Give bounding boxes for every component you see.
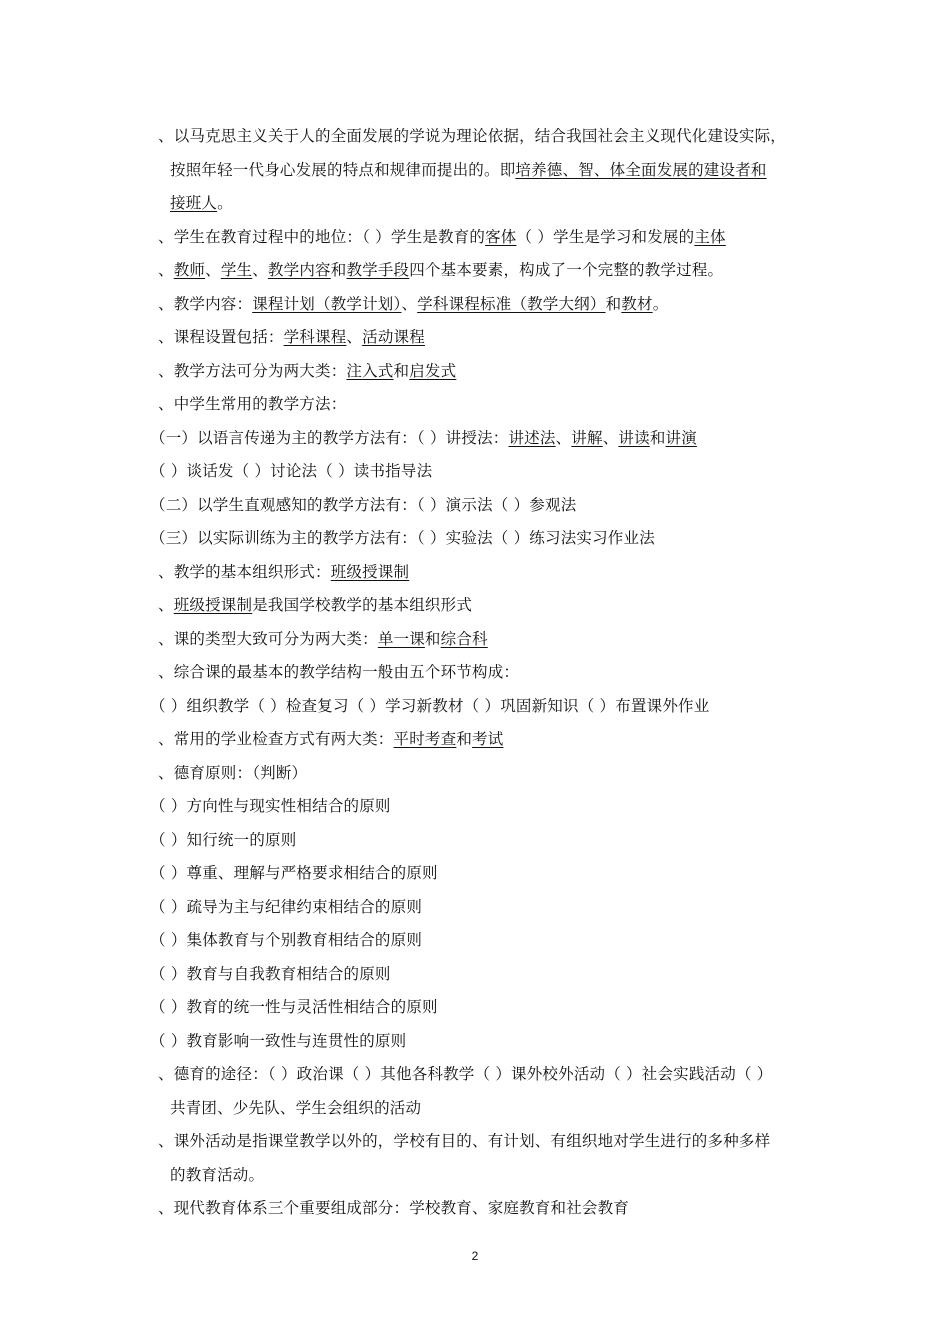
text-segment: 、 bbox=[555, 429, 572, 447]
text-line bbox=[170, 1097, 421, 1119]
underlined-answer: 教材 bbox=[621, 295, 653, 313]
text-line bbox=[150, 460, 432, 482]
underlined-answer: 综合科 bbox=[440, 630, 488, 648]
text-segment: 按照年轻一代身心发展的特点和规律而提出的。即 bbox=[170, 161, 516, 179]
underlined-answer: 课程计划（教学计划） bbox=[252, 295, 402, 313]
text-segment: 、中学生常用的教学方法： bbox=[158, 395, 347, 413]
underlined-answer: 启发式 bbox=[409, 362, 457, 380]
text-line bbox=[150, 427, 697, 449]
text-segment: 、学生在教育过程中的地位：（ ）学生是教育的 bbox=[158, 228, 486, 246]
text-segment: 、 bbox=[346, 328, 363, 346]
text-line bbox=[150, 996, 438, 1018]
text-segment: （一）以语言传递为主的教学方法有：（ ）讲授法： bbox=[150, 429, 509, 447]
text-segment: 。 bbox=[652, 295, 669, 313]
text-segment: （ ）学生是学习和发展的 bbox=[516, 228, 695, 246]
text-line bbox=[158, 326, 425, 348]
underlined-answer: 讲述法 bbox=[508, 429, 556, 447]
underlined-answer: 注入式 bbox=[346, 362, 394, 380]
text-segment: 和 bbox=[456, 730, 473, 748]
text-segment: 、现代教育体系三个重要组成部分：学校教育、家庭教育和社会教育 bbox=[158, 1199, 630, 1217]
underlined-answer: 班级授课制 bbox=[330, 563, 410, 581]
text-segment: （ ）组织教学（ ）检查复习（ ）学习新教材（ ）巩固新知识（ ）布置课外作业 bbox=[150, 697, 710, 715]
text-segment: 共青团、少先队、学生会组织的活动 bbox=[170, 1099, 422, 1117]
text-line bbox=[150, 1030, 406, 1052]
text-line bbox=[158, 1063, 773, 1085]
underlined-answer: 讲读 bbox=[618, 429, 650, 447]
text-segment: 、 bbox=[158, 596, 174, 614]
text-segment: 。 bbox=[217, 194, 233, 212]
text-segment: 、综合课的最基本的教学结构一般由五个环节构成： bbox=[158, 663, 520, 681]
text-line bbox=[158, 661, 519, 683]
text-segment: 、常用的学业检查方式有两大类： bbox=[158, 730, 394, 748]
text-segment: （ ）教育与自我教育相结合的原则 bbox=[150, 965, 391, 983]
underlined-answer: 讲演 bbox=[665, 429, 697, 447]
text-segment: 、教学方法可分为两大类： bbox=[158, 362, 347, 380]
text-segment: 四个基本要素，构成了一个完整的教学过程。 bbox=[409, 261, 724, 279]
underlined-answer: 讲解 bbox=[571, 429, 603, 447]
text-segment: （ ）知行统一的原则 bbox=[150, 831, 297, 849]
underlined-answer: 教师 bbox=[173, 261, 206, 279]
underlined-answer: 活动课程 bbox=[362, 328, 425, 346]
text-segment: 、 bbox=[205, 261, 221, 279]
text-segment: （ ）方向性与现实性相结合的原则 bbox=[150, 797, 391, 815]
text-line bbox=[170, 1164, 264, 1186]
text-segment: （三）以实际训练为主的教学方法有：（ ）实验法（ ）练习法实习作业法 bbox=[150, 529, 655, 547]
text-segment: 、课的类型大致可分为两大类： bbox=[158, 630, 378, 648]
text-line bbox=[158, 125, 786, 147]
underlined-answer: 学科课程 bbox=[283, 328, 347, 346]
text-line bbox=[150, 695, 709, 717]
text-segment: 、教学内容： bbox=[158, 295, 253, 313]
text-segment: 和 bbox=[605, 295, 622, 313]
underlined-answer: 考试 bbox=[472, 730, 504, 748]
text-segment: 和 bbox=[649, 429, 666, 447]
text-segment: 和 bbox=[330, 261, 347, 279]
text-line bbox=[150, 963, 391, 985]
underlined-answer: 单一课 bbox=[377, 630, 425, 648]
text-segment: （ ）教育的统一性与灵活性相结合的原则 bbox=[150, 998, 438, 1016]
text-segment: 是我国学校教学的基本组织形式 bbox=[252, 596, 473, 614]
text-line bbox=[150, 795, 391, 817]
text-line bbox=[158, 293, 668, 315]
text-segment: 、德育的途径：（ ）政治课（ ）其他各科教学（ ）课外校外活动（ ）社会实践活动（ ） bbox=[158, 1065, 773, 1083]
text-segment: 和 bbox=[424, 630, 441, 648]
text-line bbox=[158, 226, 726, 248]
text-segment: 和 bbox=[393, 362, 410, 380]
underlined-answer: 教学内容 bbox=[267, 261, 331, 279]
text-segment: （ ）尊重、理解与严格要求相结合的原则 bbox=[150, 864, 438, 882]
text-line bbox=[170, 192, 233, 214]
text-segment: 、以马克思主义关于人的全面发展的学说为理论依据，结合我国社会主义现代化建设实际， bbox=[158, 127, 787, 145]
text-line bbox=[158, 259, 723, 281]
page-number: 2 bbox=[471, 1249, 479, 1263]
underlined-answer: 学科课程标准（教学大纲） bbox=[417, 295, 606, 313]
text-line bbox=[158, 728, 503, 750]
text-line bbox=[158, 1197, 629, 1219]
text-segment: （ ）疏导为主与纪律约束相结合的原则 bbox=[150, 898, 423, 916]
text-segment: （ ）教育影响一致性与连贯性的原则 bbox=[150, 1032, 407, 1050]
underlined-answer: 客体 bbox=[485, 228, 517, 246]
text-line bbox=[158, 360, 456, 382]
text-segment: （二）以学生直观感知的教学方法有：（ ）演示法（ ）参观法 bbox=[150, 496, 577, 514]
underlined-answer: 接班人 bbox=[170, 194, 218, 212]
text-segment: 、课外活动是指课堂教学以外的，学校有目的、有计划、有组织地对学生进行的多种多样 bbox=[158, 1132, 771, 1150]
text-segment: 的教育活动。 bbox=[170, 1166, 265, 1184]
text-segment: 、德育原则：（判断） bbox=[158, 764, 308, 782]
underlined-answer: 学生 bbox=[220, 261, 253, 279]
text-segment: （ ）集体教育与个别教育相结合的原则 bbox=[150, 931, 423, 949]
text-line bbox=[150, 896, 422, 918]
text-line bbox=[150, 829, 296, 851]
text-line bbox=[150, 527, 655, 549]
underlined-answer: 主体 bbox=[694, 228, 726, 246]
underlined-answer: 班级授课制 bbox=[173, 596, 253, 614]
text-line bbox=[158, 1130, 770, 1152]
text-line bbox=[158, 628, 488, 650]
text-line bbox=[158, 561, 409, 583]
text-segment: （ ）谈话发（ ）讨论法（ ）读书指导法 bbox=[150, 462, 433, 480]
text-segment: 、 bbox=[602, 429, 619, 447]
text-line bbox=[158, 762, 307, 784]
text-segment: 、教学的基本组织形式： bbox=[158, 563, 331, 581]
text-segment: 、 bbox=[401, 295, 418, 313]
text-segment: 、 bbox=[158, 261, 174, 279]
text-line bbox=[150, 929, 422, 951]
text-line bbox=[158, 594, 472, 616]
underlined-answer: 教学手段 bbox=[346, 261, 410, 279]
text-segment: 、课程设置包括： bbox=[158, 328, 284, 346]
text-line bbox=[158, 393, 346, 415]
text-line bbox=[150, 862, 438, 884]
text-segment: 、 bbox=[252, 261, 268, 279]
text-line bbox=[170, 159, 767, 181]
text-line bbox=[150, 494, 576, 516]
underlined-answer: 培养德、智、体全面发展的建设者和 bbox=[515, 161, 767, 179]
underlined-answer: 平时考查 bbox=[393, 730, 457, 748]
